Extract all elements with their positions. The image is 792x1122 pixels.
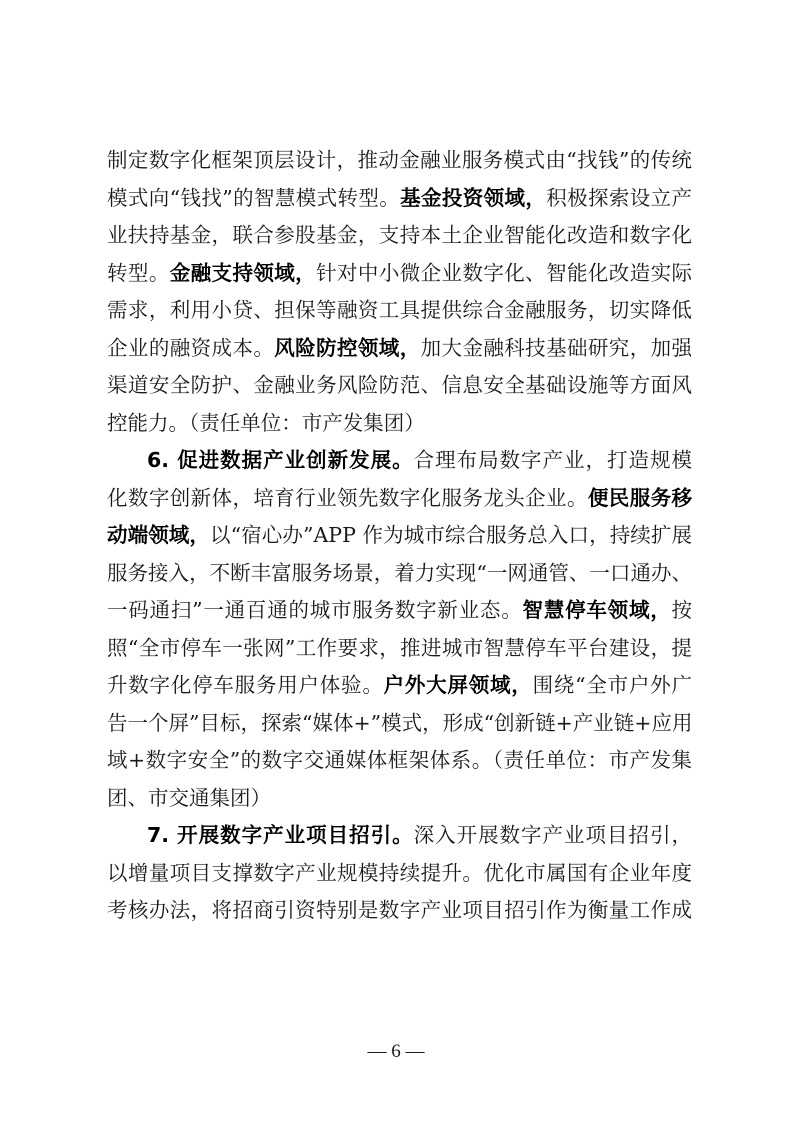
bold-heading-text: 户外大屏领域， [383, 673, 533, 697]
body-text-span: 告一个屏”目标，探索“媒体+”模式，形成“创新链+产业链+应用 [107, 710, 693, 735]
text-line [107, 184, 692, 212]
body-text-span: 积极探索设立产 [546, 185, 693, 210]
body-text-span: 加大金融科技基础研究，加强 [420, 335, 693, 360]
body-text-span: 一码通扫”一通百通的城市服务数字新业态。 [107, 598, 523, 622]
body-text-span: 控能力。（责任单位：市产发集团） [107, 410, 425, 435]
body-text-span: 服务接入，不断丰富服务场景，着力实现“一网通管、一口通办、 [107, 560, 692, 585]
text-line [107, 784, 692, 812]
text-line [147, 821, 692, 849]
text-line [107, 146, 692, 174]
body-text-span: 以“宿心办”APP 作为城市综合服务总入口，持续扩展 [210, 523, 693, 547]
body-text-span: 升数字化停车服务用户体验。 [107, 673, 384, 697]
text-line [107, 296, 692, 324]
text-line [107, 746, 692, 774]
body-text-span: 域+数字安全”的数字交通媒体框架体系。（责任单位：市产发集 [107, 748, 692, 772]
bold-heading-text: 风险防控领域， [274, 335, 421, 360]
body-text-span: 针对中小微企业数字化、智能化改造实际 [316, 260, 693, 285]
body-text-span: 照“全市停车一张网”工作要求，推进城市智慧停车平台建设，提 [107, 635, 692, 660]
text-line [107, 896, 692, 924]
text-line [107, 221, 692, 249]
page-number: — 6 — [367, 1041, 425, 1062]
body-text-span: 团、市交通集团） [107, 785, 271, 810]
text-line [107, 521, 692, 549]
body-text-span: 围绕“全市户外广 [532, 673, 693, 697]
body-text-span: 化数字创新体，培育行业领先数字化服务龙头企业。 [107, 485, 588, 510]
text-line [107, 596, 692, 624]
body-text-span: 需求，利用小贷、担保等融资工具提供综合金融服务，切实降低 [107, 298, 692, 322]
text-line [147, 446, 692, 474]
bold-heading-text: 智慧停车领域， [522, 598, 672, 622]
bold-heading-text: 基金投资领域， [400, 185, 547, 210]
text-line [107, 559, 692, 587]
text-line [107, 709, 692, 737]
body-text-span: 渠道安全防护、金融业务风险防范、信息安全基础设施等方面风 [107, 373, 692, 397]
bold-heading-text: 动端领域， [107, 523, 211, 547]
text-line [107, 671, 692, 699]
body-text-span: 合理布局数字产业，打造规模 [413, 448, 692, 472]
text-line [107, 371, 692, 399]
body-text-span: 转型。 [107, 260, 170, 285]
body-text-span: 考核办法，将招商引资特别是数字产业项目招引作为衡量工作成 [107, 898, 692, 922]
body-text-span: 企业的融资成本。 [107, 335, 275, 360]
text-line [107, 484, 692, 512]
body-text-span: 深入开展数字产业项目招引， [413, 823, 692, 847]
body-text-span: 以增量项目支撑数字产业规模持续提升。优化市属国有企业年度 [107, 860, 692, 885]
text-line [107, 259, 692, 287]
body-text-span: 模式向“钱找”的智慧模式转型。 [107, 185, 401, 210]
text-line [107, 334, 692, 362]
bold-heading-text: 便民服务移 [587, 485, 693, 510]
body-text-span: 按 [671, 598, 692, 622]
body-text-span: 业扶持基金，联合参股基金，支持本土企业智能化改造和数字化 [107, 223, 692, 247]
bold-heading-text: 金融支持领域， [169, 260, 317, 285]
bold-heading-text: 6. 促进数据产业创新发展。 [147, 448, 414, 472]
text-line [107, 634, 692, 662]
body-text-span: 制定数字化框架顶层设计，推动金融业服务模式由“找钱”的传统 [107, 148, 692, 172]
text-line [107, 409, 692, 437]
bold-heading-text: 7. 开展数字产业项目招引。 [147, 823, 414, 847]
text-line [107, 859, 692, 887]
